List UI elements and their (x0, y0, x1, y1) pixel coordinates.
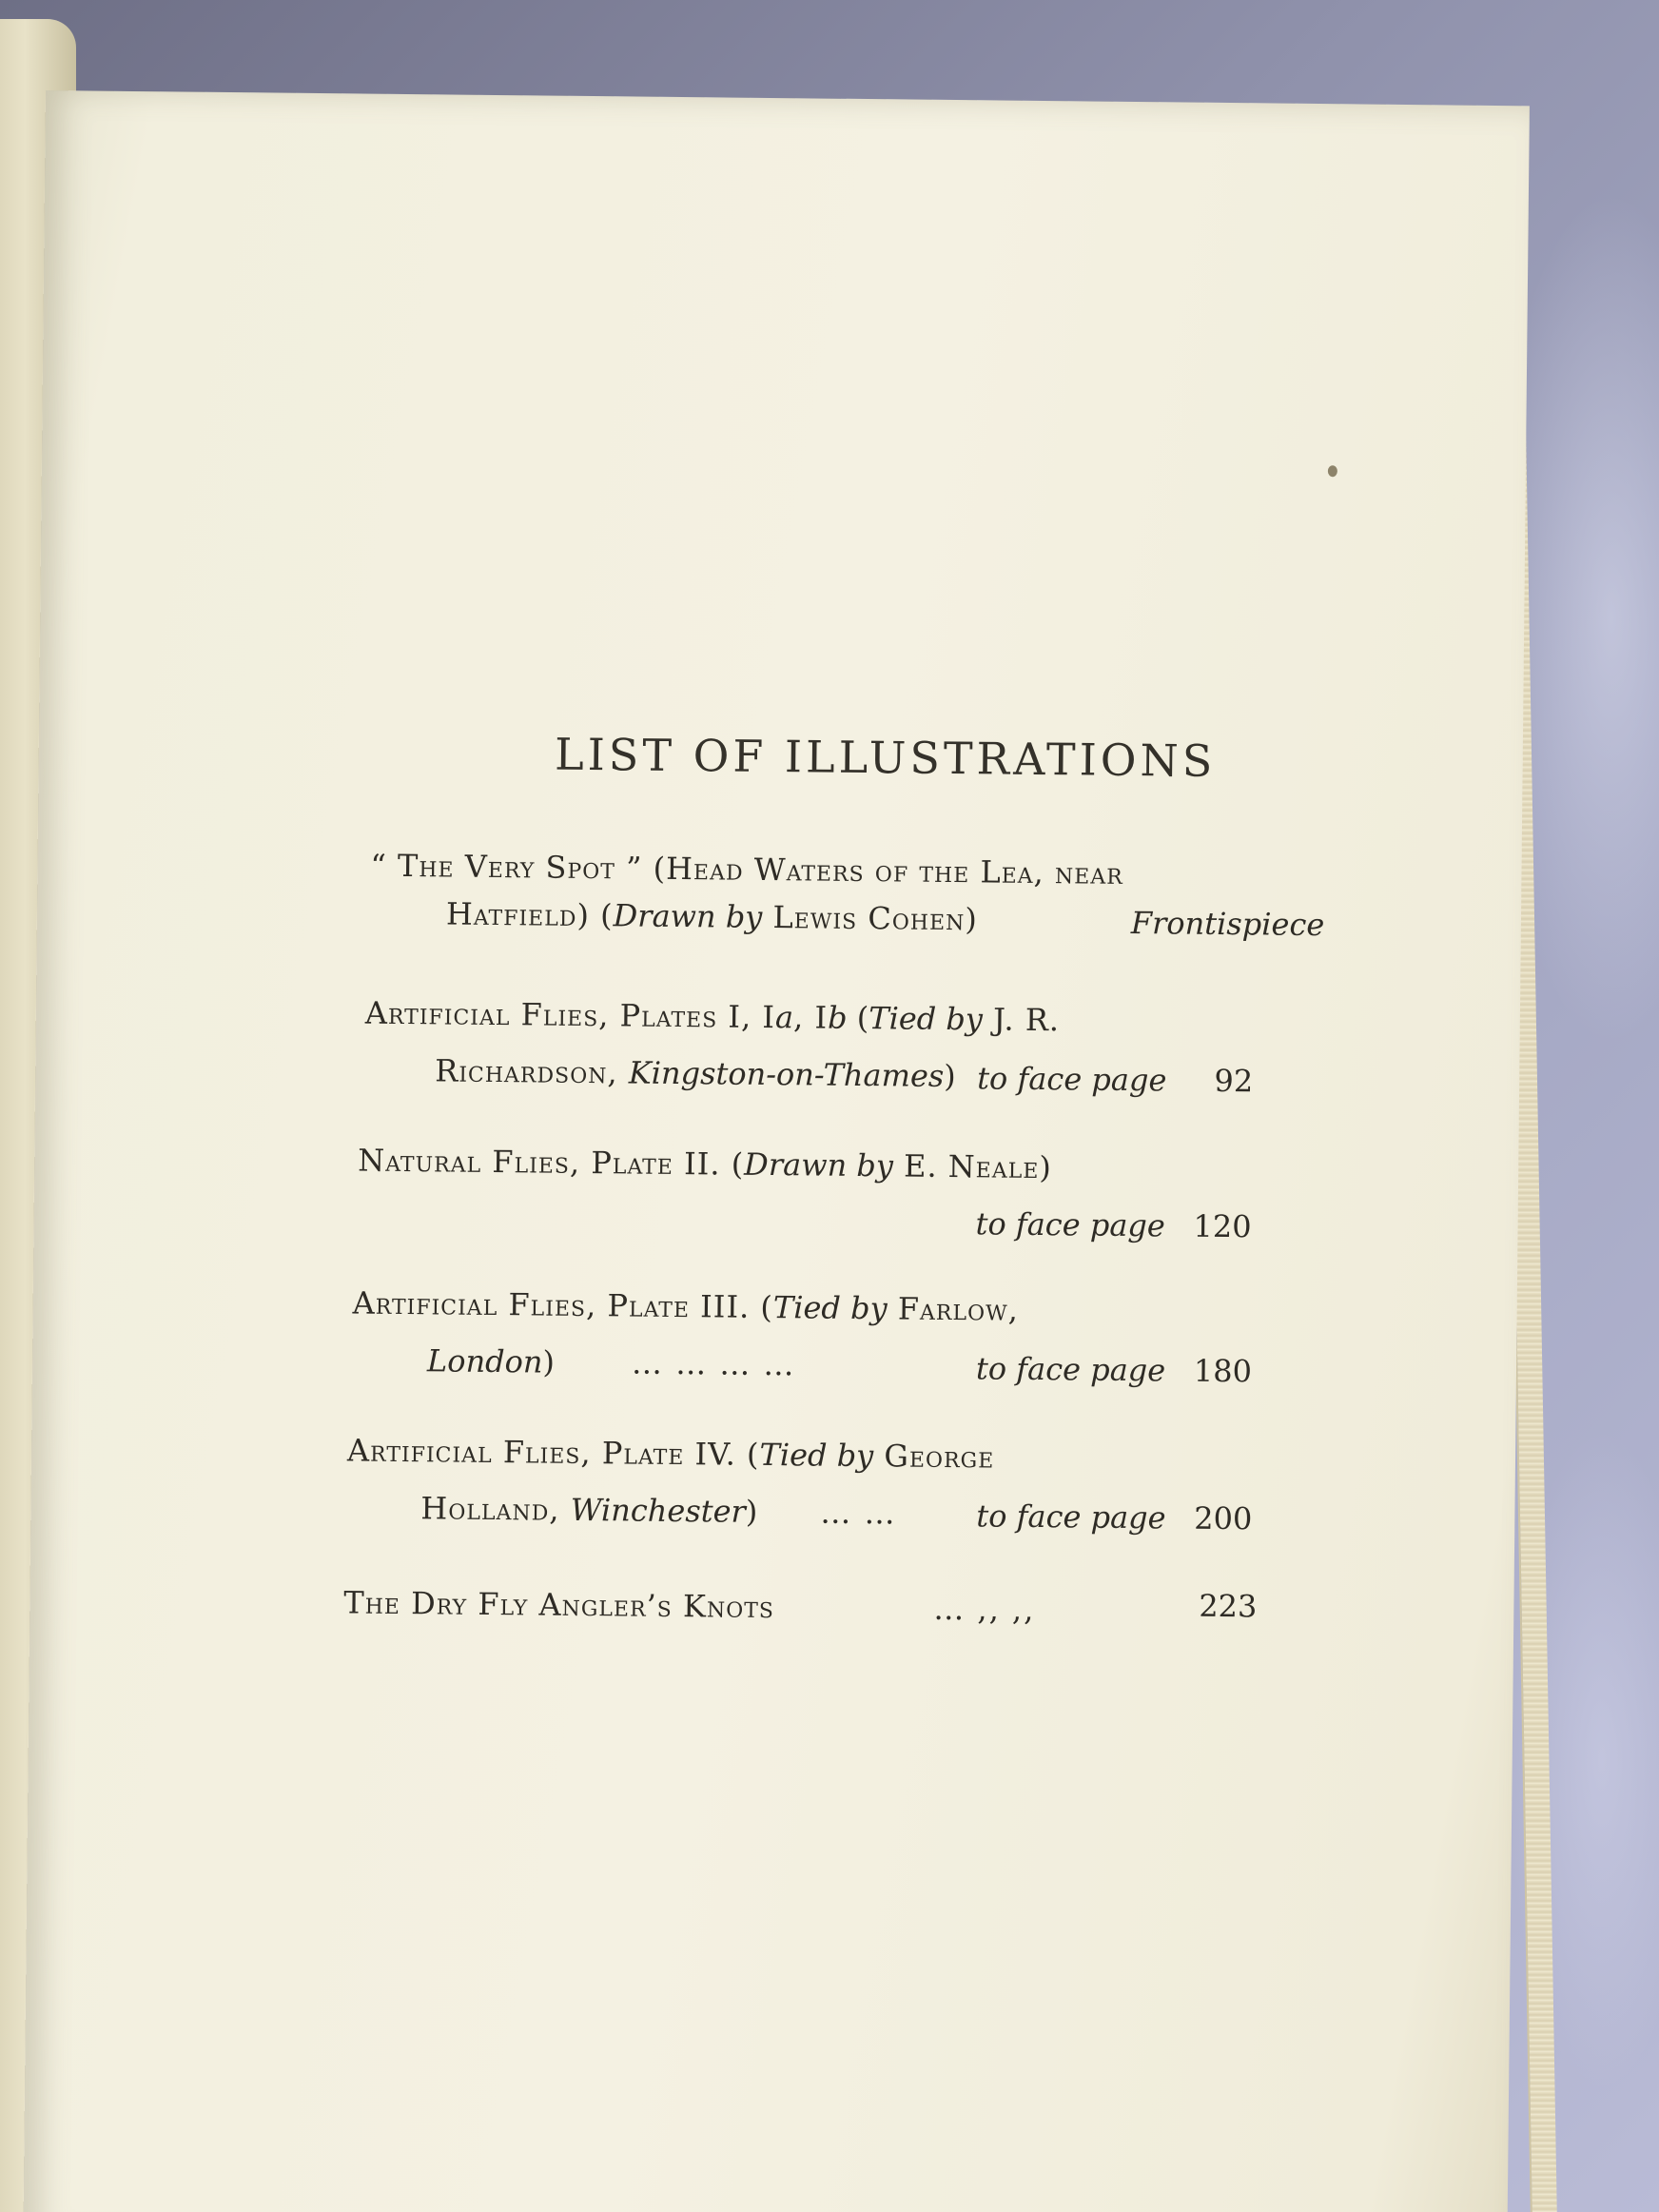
entry-title: Artificial Flies, Plates I, Ia, Ib (Tied by J. R. (364, 994, 1061, 1039)
entry-title: Artificial Flies, Plate III. (Tied by Farlow, (352, 1284, 1020, 1328)
page-number: 223 (1199, 1587, 1258, 1625)
illustrations-list (296, 726, 1325, 1628)
page-title: LIST OF ILLUSTRATIONS (554, 728, 1217, 787)
entry-position: Frontispiece (1130, 904, 1325, 944)
entry-title: Natural Flies, Plate II. (Drawn by E. Neale) (358, 1142, 1053, 1186)
leader-dots: … … (820, 1494, 897, 1532)
leader-dots: … ,, ,, (933, 1590, 1036, 1628)
entry-title: Artificial Flies, Plate IV. (Tied by George (346, 1432, 995, 1476)
page-number: 180 (1193, 1352, 1253, 1390)
list-item (288, 1432, 1335, 1537)
list-item (290, 1284, 1337, 1390)
list-item (293, 994, 1339, 1100)
leader-dots: … … … … (631, 1344, 796, 1383)
book-page (23, 90, 1530, 2212)
entry-credit-line: Holland, Winchester) (420, 1490, 758, 1530)
list-item (295, 847, 1341, 944)
face-page-label: to face page (976, 1498, 1166, 1537)
entry-credit-line: Hatfield) (Drawn by Lewis Cohen) (445, 895, 979, 938)
entry-credit-line: London) (426, 1342, 556, 1380)
face-page-label: to face page (976, 1060, 1167, 1099)
page-number: 92 (1214, 1062, 1254, 1100)
list-item (291, 1142, 1337, 1245)
entry-credit-line: Richardson, Kingston-on-Thames) (435, 1052, 956, 1095)
page-number: 120 (1193, 1207, 1252, 1245)
page-number: 200 (1194, 1499, 1253, 1537)
paper-speck (1328, 465, 1337, 477)
list-item (287, 1584, 1334, 1628)
face-page-label: to face page (975, 1205, 1166, 1244)
entry-title: “ The Very Spot ” (Head Waters of the Lea, near (370, 847, 1123, 891)
entry-title: The Dry Fly Angler’s Knots (343, 1584, 775, 1626)
face-page-label: to face page (975, 1350, 1166, 1389)
